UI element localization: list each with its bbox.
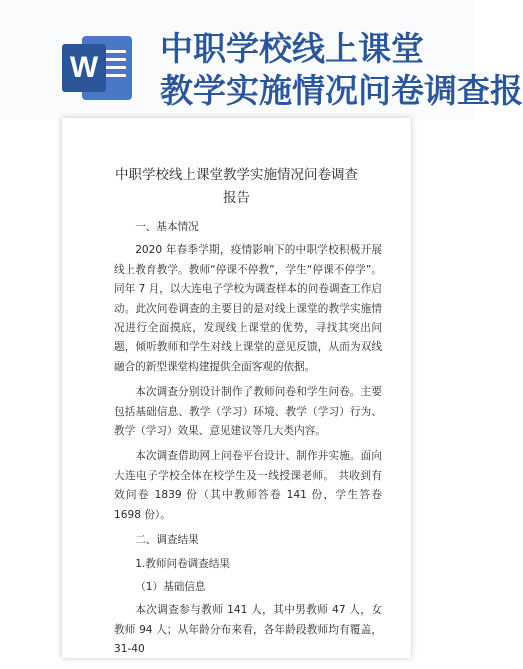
paragraph-background: 2020 年春季学期，疫情影响下的中职学校积极开展线上教育教学。教师“停课不停教”，学生“停课不停学”。同年 7 月，以大连电子学校为调查样本的问卷调查工作启动。此次问卷调查的主要目的是对线上课堂的教学实施情况进行全面摸底，发现线上课堂的优势，寻找其突出问题，倾听教师和学生对线上课堂的意见反馈，从而为双线融合的新型课堂构建提供全面客观的依据。: [114, 244, 382, 373]
document-body: [114, 218, 382, 666]
banner: [0, 0, 523, 120]
word-app-icon: [62, 36, 132, 100]
word-icon-letter: W: [62, 44, 106, 92]
section-heading-results: 二、调查结果: [135, 534, 199, 547]
document-title: [82, 164, 391, 210]
subsection-heading-teacher: 1.教师问卷调查结果: [135, 557, 231, 570]
document-title-line1: 中职学校线上课堂教学实施情况问卷调查: [115, 167, 358, 183]
banner-title: [160, 28, 523, 112]
paragraph-participants: 本次调查参与教师 141 人，其中男教师 47 人，女教师 94 人；从年龄分布来看，各年龄段教师均有覆盖，31-40: [114, 604, 382, 656]
document-title-line2: 报告: [223, 190, 250, 206]
banner-title-line2: 教学实施情况问卷调查报: [160, 71, 523, 110]
banner-title-line1: 中职学校线上课堂: [160, 29, 424, 68]
paragraph-survey-design: 本次调查分别设计制作了教师问卷和学生问卷。主要包括基础信息、教学（学习）环境、教学（学习）行为、教学（学习）效果、意见建议等几大类内容。: [114, 386, 382, 438]
section-heading-basic: 一、基本情况: [135, 221, 199, 233]
paragraph-survey-method: 本次调查借助网上问卷平台设计、制作并实施。面向大连电子学校全体在校学生及一线授课老师。 共收到有效问卷 1839 份（其中教师答卷 141 份，学生答卷 1698 份）。: [114, 450, 382, 521]
subsection-heading-basic-info: （1）基础信息: [135, 580, 206, 593]
document-page: [62, 118, 411, 658]
